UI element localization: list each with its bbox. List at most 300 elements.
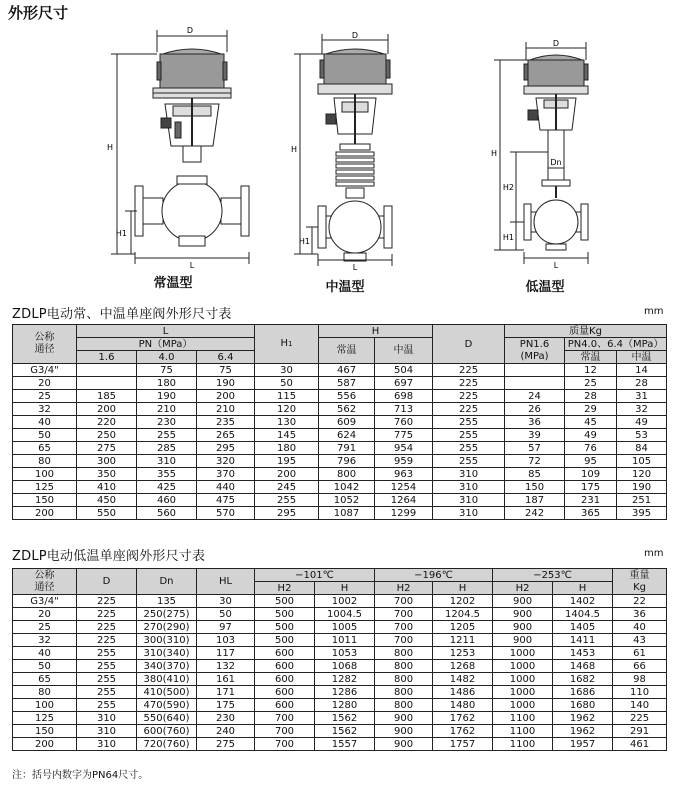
table-cell: 190 (197, 377, 255, 390)
table-cell: 275 (77, 442, 137, 455)
table-cell: 310 (433, 481, 505, 494)
table-cell: 171 (197, 686, 255, 699)
table-cell: 461 (613, 738, 667, 751)
table-cell: 255 (137, 429, 197, 442)
table-cell: 550(640) (137, 712, 197, 725)
table-cell: 50 (13, 660, 77, 673)
table-cell: 460 (137, 494, 197, 507)
table-cell: 700 (255, 712, 315, 725)
table-cell: 32 (13, 403, 77, 416)
table-cell: 1957 (553, 738, 613, 751)
valve-drawing-medium (290, 30, 430, 275)
table-cell: 900 (493, 608, 553, 621)
table-cell: 50 (255, 377, 319, 390)
table-cell: 235 (197, 416, 255, 429)
header-pn-value: 1.6 (77, 351, 137, 364)
table-cell: 700 (375, 634, 433, 647)
header-pn: PN（MPa） (77, 338, 255, 351)
table-cell: 180 (137, 377, 197, 390)
table-cell: 800 (375, 660, 433, 673)
table-cell: 98 (613, 673, 667, 686)
table-cell: 1286 (315, 686, 375, 699)
table-cell: 24 (505, 390, 565, 403)
table-cell: 225 (613, 712, 667, 725)
table-row (13, 712, 667, 725)
table-cell: 225 (433, 403, 505, 416)
table-row (13, 621, 667, 634)
table-cell: 1686 (553, 686, 613, 699)
dim-label-d: D (186, 26, 194, 35)
table-cell: 225 (77, 634, 137, 647)
dim-label-l: L (553, 261, 559, 270)
table-cell: 210 (137, 403, 197, 416)
table-cell: 132 (197, 660, 255, 673)
table-cell: 1562 (315, 725, 375, 738)
table-cell: 31 (617, 390, 667, 403)
table-cell: 700 (375, 595, 433, 608)
table-cell: 231 (565, 494, 617, 507)
table-cell: 255 (433, 416, 505, 429)
table-cell: 245 (255, 481, 319, 494)
table-cell: 470(590) (137, 699, 197, 712)
header-nominal: 公称 通径 (13, 325, 77, 364)
table-cell: 14 (617, 364, 667, 377)
header-h2: H2 (255, 582, 315, 595)
header-normal: 常温 (319, 338, 375, 364)
table-cell: 550 (77, 507, 137, 520)
header-pn-value: 6.4 (197, 351, 255, 364)
table-cell: 187 (505, 494, 565, 507)
table-cell: 624 (319, 429, 375, 442)
table-cell: 310 (433, 494, 505, 507)
table-cell: 65 (13, 442, 77, 455)
footnote: 注：括号内数字为PN64尺寸。 (12, 770, 149, 781)
table-cell: 791 (319, 442, 375, 455)
header-medium-weight: 中温 (617, 351, 667, 364)
table-row (13, 725, 667, 738)
table-cell: 900 (493, 634, 553, 647)
table-cell: 225 (433, 364, 505, 377)
table-cell: 1402 (553, 595, 613, 608)
table-cell: 600 (255, 673, 315, 686)
table-row (13, 468, 667, 481)
table-cell: 365 (565, 507, 617, 520)
table-cell: 500 (255, 634, 315, 647)
table-cell: 255 (255, 494, 319, 507)
table-cell: 450 (77, 494, 137, 507)
table-cell: 255 (77, 647, 137, 660)
table-cell: 700 (255, 725, 315, 738)
header-medium: 中温 (375, 338, 433, 364)
table-cell: 395 (617, 507, 667, 520)
table-cell: 600 (255, 647, 315, 660)
table-cell: 295 (255, 507, 319, 520)
table-cell: 295 (197, 442, 255, 455)
table-cell: 1480 (433, 699, 493, 712)
drawing-label-medium: 中温型 (325, 280, 365, 295)
table-cell: 40 (613, 621, 667, 634)
table-cell: 1411 (553, 634, 613, 647)
table-row (13, 673, 667, 686)
table-cell: 800 (319, 468, 375, 481)
header-nominal: 公称 通径 (13, 569, 77, 595)
table-cell: 20 (13, 608, 77, 621)
header-hl: HL (197, 569, 255, 595)
table-cell: 32 (617, 403, 667, 416)
table-row (13, 429, 667, 442)
table-row (13, 390, 667, 403)
table-cell: 97 (197, 621, 255, 634)
table-cell: 1000 (493, 699, 553, 712)
table-cell: 1253 (433, 647, 493, 660)
table-cell: 80 (13, 455, 77, 468)
table-cell: 800 (375, 673, 433, 686)
table-cell: 175 (197, 699, 255, 712)
dim-label-h1: H1 (502, 233, 514, 242)
table-row (13, 442, 667, 455)
table-cell: 1000 (493, 673, 553, 686)
table-row (13, 507, 667, 520)
table-cell: 1280 (315, 699, 375, 712)
table-cell: 1404.5 (553, 608, 613, 621)
table-cell: 150 (505, 481, 565, 494)
header-d: D (77, 569, 137, 595)
table-cell: 310 (77, 725, 137, 738)
header-normal-weight: 常温 (565, 351, 617, 364)
table-row (13, 699, 667, 712)
table-cell: 1204.5 (433, 608, 493, 621)
table-cell: 300 (77, 455, 137, 468)
table-cell: 140 (613, 699, 667, 712)
table-cell: 1757 (433, 738, 493, 751)
table-cell: 40 (13, 647, 77, 660)
table-cell: 467 (319, 364, 375, 377)
table-cell (77, 377, 137, 390)
table-cell: 85 (505, 468, 565, 481)
table-cell: 697 (375, 377, 433, 390)
header-weight: 重量 Kg (613, 569, 667, 595)
table-cell: 75 (197, 364, 255, 377)
table-row (13, 660, 667, 673)
table-cell: 1282 (315, 673, 375, 686)
table-cell: 230 (137, 416, 197, 429)
table-cell: 800 (375, 699, 433, 712)
table-cell: 32 (13, 634, 77, 647)
table2-title: ZDLP电动低温单座阀外形尺寸表 (12, 549, 206, 564)
table-cell: 255 (77, 699, 137, 712)
table-cell: 1100 (493, 738, 553, 751)
table-row (13, 738, 667, 751)
dim-label-h: H (106, 143, 113, 152)
table-cell: 255 (77, 686, 137, 699)
table-cell: 255 (433, 455, 505, 468)
table-cell: 53 (617, 429, 667, 442)
table-row (13, 608, 667, 621)
table-cell: 240 (197, 725, 255, 738)
table-cell: 1482 (433, 673, 493, 686)
table-cell: 120 (617, 468, 667, 481)
table-cell: 1268 (433, 660, 493, 673)
table-cell: 1405 (553, 621, 613, 634)
table-cell: 200 (77, 403, 137, 416)
table-cell: 80 (13, 686, 77, 699)
table-cell: 30 (255, 364, 319, 377)
table-cell: 255 (433, 442, 505, 455)
table-cell: 28 (617, 377, 667, 390)
table-cell: 100 (13, 468, 77, 481)
table-cell: 190 (617, 481, 667, 494)
table-cell: 1002 (315, 595, 375, 608)
header-h: H (319, 325, 433, 338)
table-cell: 500 (255, 608, 315, 621)
table1-body (13, 364, 667, 520)
table-cell: 150 (13, 725, 77, 738)
table-cell: 50 (13, 429, 77, 442)
table-cell: 1562 (315, 712, 375, 725)
table-cell: 145 (255, 429, 319, 442)
table-cell: 175 (565, 481, 617, 494)
table-cell: 125 (13, 712, 77, 725)
header-d: D (433, 325, 505, 364)
header-pn4064: PN4.0、6.4（MPa） (565, 338, 667, 351)
table-cell: 75 (137, 364, 197, 377)
table-cell: 1042 (319, 481, 375, 494)
table-cell: 310 (433, 507, 505, 520)
dim-label-l: L (189, 261, 195, 270)
table1-dimensions (12, 324, 667, 520)
table-cell: 900 (375, 712, 433, 725)
table-row (13, 364, 667, 377)
table-cell: 713 (375, 403, 433, 416)
table-cell: 103 (197, 634, 255, 647)
header-h: H (315, 582, 375, 595)
table-cell: 600 (255, 699, 315, 712)
table-row (13, 634, 667, 647)
drawing-label-normal: 常温型 (153, 276, 193, 291)
table-cell: 700 (255, 738, 315, 751)
table-cell: 600(760) (137, 725, 197, 738)
table-cell: 1011 (315, 634, 375, 647)
table-cell: 1005 (315, 621, 375, 634)
table-cell: 210 (197, 403, 255, 416)
table-cell: 310(340) (137, 647, 197, 660)
table-cell: 310 (77, 738, 137, 751)
table-cell: 150 (13, 494, 77, 507)
table-cell: 161 (197, 673, 255, 686)
table-cell: 43 (613, 634, 667, 647)
header-dn: Dn (137, 569, 197, 595)
table-cell: 310 (77, 712, 137, 725)
header-weight: 质量Kg (505, 325, 667, 338)
table-cell: 180 (255, 442, 319, 455)
table-cell: 25 (13, 390, 77, 403)
table-cell: 84 (617, 442, 667, 455)
table-cell: 700 (375, 608, 433, 621)
table-cell: 1453 (553, 647, 613, 660)
table-cell: 1557 (315, 738, 375, 751)
table-cell: 185 (77, 390, 137, 403)
table-cell: 475 (197, 494, 255, 507)
table-cell: 600 (255, 660, 315, 673)
table-cell: 285 (137, 442, 197, 455)
table-cell: 700 (375, 621, 433, 634)
table-cell: 225 (77, 608, 137, 621)
table-cell: 310 (433, 468, 505, 481)
table-cell: 1962 (553, 712, 613, 725)
table-cell: 900 (493, 595, 553, 608)
table-cell: 698 (375, 390, 433, 403)
table-cell: 1468 (553, 660, 613, 673)
table-cell (505, 364, 565, 377)
table-cell: 65 (13, 673, 77, 686)
table-cell: 1486 (433, 686, 493, 699)
table-cell: 1211 (433, 634, 493, 647)
table1-unit: mm (644, 306, 664, 317)
table-cell: 49 (617, 416, 667, 429)
table-cell: 255 (77, 660, 137, 673)
table-cell: 200 (197, 390, 255, 403)
table-cell: 800 (375, 647, 433, 660)
table-cell: G3/4" (13, 595, 77, 608)
table-cell: 1962 (553, 725, 613, 738)
table-cell: 1053 (315, 647, 375, 660)
table-cell: 1000 (493, 686, 553, 699)
table-cell: 1202 (433, 595, 493, 608)
table-cell: 25 (13, 621, 77, 634)
header-h1: H1 (255, 325, 319, 364)
dim-label-h2: H2 (502, 183, 514, 192)
table-cell: 1000 (493, 647, 553, 660)
table-cell: 109 (565, 468, 617, 481)
dim-label-d: D (552, 39, 560, 48)
table-cell: 117 (197, 647, 255, 660)
table-cell: 110 (613, 686, 667, 699)
table-row (13, 455, 667, 468)
table-cell: 1682 (553, 673, 613, 686)
header-t196: −196℃ (375, 569, 493, 582)
table-cell: 225 (77, 621, 137, 634)
table-cell: 587 (319, 377, 375, 390)
table-cell: 250 (77, 429, 137, 442)
dim-label-h1: H1 (115, 229, 127, 238)
table-cell: 1205 (433, 621, 493, 634)
header-h: H (433, 582, 493, 595)
table-cell: 61 (613, 647, 667, 660)
table-cell: 900 (493, 621, 553, 634)
page-title: 外形尺寸 (8, 4, 69, 22)
table-cell: 95 (565, 455, 617, 468)
table-cell: 1680 (553, 699, 613, 712)
table-cell: 251 (617, 494, 667, 507)
table-cell: 900 (375, 738, 433, 751)
table-cell: 1100 (493, 712, 553, 725)
table-cell: 66 (613, 660, 667, 673)
table-cell: 255 (433, 429, 505, 442)
table-cell: 355 (137, 468, 197, 481)
table-cell: 200 (255, 468, 319, 481)
table-cell: 12 (565, 364, 617, 377)
table2-unit: mm (644, 548, 664, 559)
dim-label-h: H (290, 145, 297, 154)
table-cell: 380(410) (137, 673, 197, 686)
table-cell: 1762 (433, 725, 493, 738)
table2-dimensions (12, 568, 667, 751)
table-cell: 200 (13, 738, 77, 751)
table2-body (13, 595, 667, 751)
table-cell: 1000 (493, 660, 553, 673)
table-cell: 39 (505, 429, 565, 442)
table-cell: 225 (433, 377, 505, 390)
table-cell: 900 (375, 725, 433, 738)
table-cell: 26 (505, 403, 565, 416)
header-t253: −253℃ (493, 569, 613, 582)
table-cell: 1068 (315, 660, 375, 673)
table-cell: 310 (137, 455, 197, 468)
table-cell: 265 (197, 429, 255, 442)
table-row (13, 416, 667, 429)
table-cell: 556 (319, 390, 375, 403)
table-cell: 225 (77, 595, 137, 608)
table-cell: 50 (197, 608, 255, 621)
table-row (13, 403, 667, 416)
table-cell: 57 (505, 442, 565, 455)
table-cell: 1299 (375, 507, 433, 520)
header-h2: H2 (375, 582, 433, 595)
table-cell: 230 (197, 712, 255, 725)
table-cell: 36 (613, 608, 667, 621)
table-cell: 1087 (319, 507, 375, 520)
table-cell (77, 364, 137, 377)
table-cell: 720(760) (137, 738, 197, 751)
header-h: H (553, 582, 613, 595)
table-cell: 130 (255, 416, 319, 429)
table-cell: 800 (375, 686, 433, 699)
table-cell: 1254 (375, 481, 433, 494)
table-cell: 440 (197, 481, 255, 494)
table-cell: 500 (255, 621, 315, 634)
dim-label-dn: Dn (550, 158, 562, 167)
header-pn16: PN1.6 (MPa) (505, 338, 565, 364)
table-cell: 291 (613, 725, 667, 738)
header-l: L (77, 325, 255, 338)
table-cell: 760 (375, 416, 433, 429)
table-cell: 300(310) (137, 634, 197, 647)
table-cell (505, 377, 565, 390)
table-cell: 504 (375, 364, 433, 377)
table-cell: 959 (375, 455, 433, 468)
table-cell: 350 (77, 468, 137, 481)
table-cell: 135 (137, 595, 197, 608)
table-cell: 775 (375, 429, 433, 442)
table-cell: 600 (255, 686, 315, 699)
table-cell: 1052 (319, 494, 375, 507)
table-cell: 796 (319, 455, 375, 468)
drawing-label-low: 低温型 (525, 280, 565, 295)
table-cell: 125 (13, 481, 77, 494)
header-h2: H2 (493, 582, 553, 595)
table-cell: 30 (197, 595, 255, 608)
table-cell: 410(500) (137, 686, 197, 699)
table-cell: 954 (375, 442, 433, 455)
table-cell: 200 (13, 507, 77, 520)
dim-label-l: L (352, 263, 358, 272)
table-cell: 22 (613, 595, 667, 608)
table-cell: 120 (255, 403, 319, 416)
table1-title: ZDLP电动常、中温单座阀外形尺寸表 (12, 307, 232, 322)
dim-label-d: D (351, 31, 359, 40)
table-cell: 45 (565, 416, 617, 429)
table-cell: 242 (505, 507, 565, 520)
